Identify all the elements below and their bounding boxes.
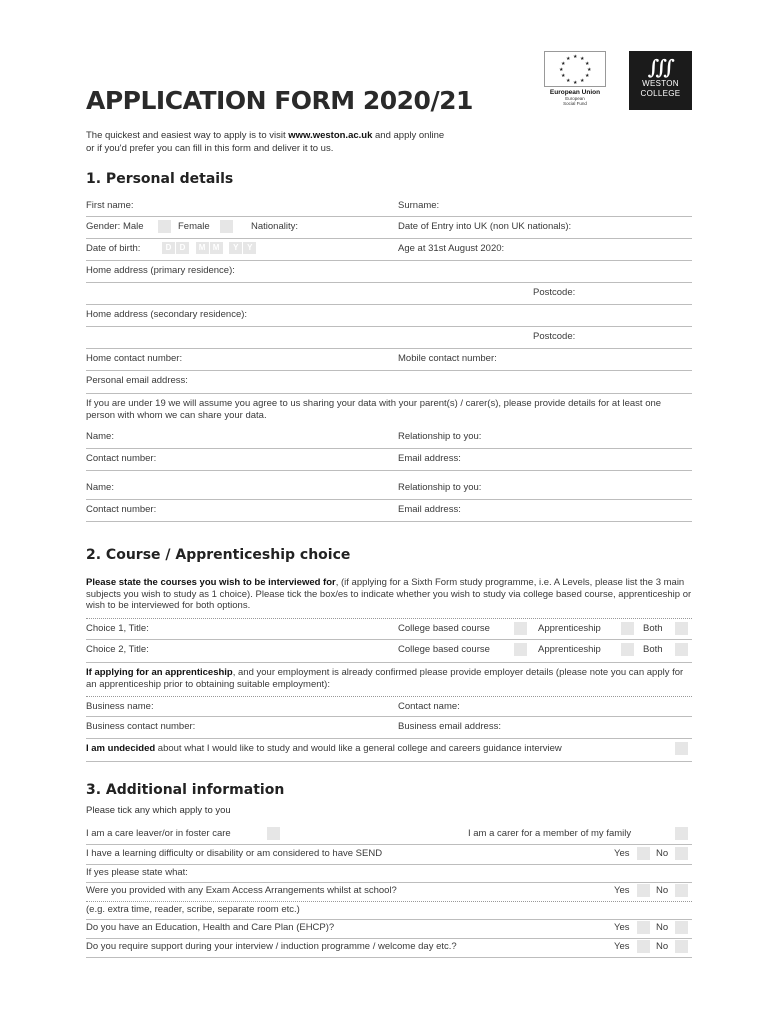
- care-leaver-label: I am a care leaver/or in foster care: [86, 828, 231, 839]
- intro-line-2: or if you'd prefer you can fill in this form and deliver it to us.: [86, 143, 334, 154]
- learning-difficulty-label: I have a learning difficulty or disability or am considered to have SEND: [86, 848, 383, 859]
- surname-field[interactable]: Surname:: [398, 200, 440, 211]
- row-contact2-details: [86, 504, 692, 522]
- row-gender: [86, 221, 692, 239]
- choice2-title-field[interactable]: Choice 2, Title:: [86, 644, 149, 655]
- postcode-primary-field[interactable]: Postcode:: [533, 287, 576, 298]
- choice2-apprenticeship-label: Apprenticeship: [538, 644, 601, 655]
- exam-example-field[interactable]: (e.g. extra time, reader, scribe, separate room etc.): [86, 904, 300, 915]
- age-field[interactable]: Age at 31st August 2020:: [398, 243, 505, 254]
- row-care: [86, 827, 692, 845]
- eu-sub-1: European: [565, 96, 585, 101]
- row-exam-eg: [86, 902, 692, 920]
- eu-name: European Union: [549, 89, 601, 96]
- row-email: [86, 375, 692, 394]
- row-postcode-secondary: [86, 331, 692, 349]
- undecided-rest: about what I would like to study and would like a general college and careers guidance interview: [155, 743, 562, 754]
- intro-text: [86, 129, 686, 155]
- row-contact1-name: [86, 431, 692, 449]
- dob-day-1[interactable]: D: [162, 242, 175, 254]
- section-additional-subtitle: Please tick any which apply to you: [86, 805, 231, 816]
- dob-year-1[interactable]: Y: [229, 242, 242, 254]
- row-exam-access: [86, 883, 692, 902]
- support-no-checkbox[interactable]: [675, 940, 688, 953]
- dob-input[interactable]: [162, 242, 257, 254]
- support-yes-label: Yes: [614, 941, 630, 952]
- choice2-both-label: Both: [643, 644, 663, 655]
- undecided-bold: I am undecided: [86, 743, 156, 754]
- learning-no-label: No: [656, 848, 669, 859]
- dob-year-2[interactable]: Y: [243, 242, 256, 254]
- row-learning: [86, 846, 692, 865]
- row-home-secondary: [86, 309, 692, 327]
- contact2-number-field[interactable]: Contact number:: [86, 504, 157, 515]
- undecided-text: [86, 743, 562, 754]
- carer-checkbox[interactable]: [675, 827, 688, 840]
- contact1-relationship-field[interactable]: Relationship to you:: [398, 431, 482, 442]
- intro-before: The quickest and easiest way to apply is to visit: [86, 130, 289, 141]
- row-contact2-name: [86, 482, 692, 500]
- choice1-both-checkbox[interactable]: [675, 622, 688, 635]
- row-if-yes: [86, 865, 692, 883]
- contact-name-field[interactable]: Contact name:: [398, 701, 460, 712]
- college-name-line-2: COLLEGE: [640, 89, 681, 98]
- learning-yes-label: Yes: [614, 848, 630, 859]
- support-yes-checkbox[interactable]: [637, 940, 650, 953]
- choice1-both-label: Both: [643, 623, 663, 634]
- mobile-contact-field[interactable]: Mobile contact number:: [398, 353, 497, 364]
- business-name-field[interactable]: Business name:: [86, 701, 154, 712]
- exam-no-checkbox[interactable]: [675, 884, 688, 897]
- choice2-both-checkbox[interactable]: [675, 643, 688, 656]
- eu-sub-2: Social Fund: [563, 101, 587, 106]
- course-intro-rest: , (if applying for a Sixth Form study programme, i.e. A Levels, please list the 3 main subjects you wish to study as 1 choice). Please tick the box/es to indicate whether you wish to study via college based course, apprenticeship or wish to be interviewed for both options.: [86, 577, 692, 611]
- page-title: APPLICATION FORM 2020/21: [86, 86, 473, 115]
- row-contact-numbers: [86, 353, 692, 371]
- row-postcode-primary: [86, 287, 692, 305]
- row-names: [86, 200, 692, 217]
- exam-yes-label: Yes: [614, 885, 630, 896]
- apprenticeship-notice: [86, 667, 692, 690]
- section-additional-title: 3. Additional information: [86, 782, 285, 798]
- row-contact1-details: [86, 453, 692, 471]
- section-course-title: 2. Course / Apprenticeship choice: [86, 547, 351, 563]
- home-contact-field[interactable]: Home contact number:: [86, 353, 183, 364]
- business-contact-field[interactable]: Business contact number:: [86, 721, 196, 732]
- course-intro: [86, 577, 692, 612]
- support-label: Do you require support during your interview / induction programme / welcome day etc.?: [86, 941, 457, 952]
- apprenticeship-notice-bold: If applying for an apprenticeship: [86, 667, 233, 678]
- exam-access-label: Were you provided with any Exam Access Arrangements whilst at school?: [86, 885, 397, 896]
- contact2-name-field[interactable]: Name:: [86, 482, 114, 493]
- contact1-number-field[interactable]: Contact number:: [86, 453, 157, 464]
- website-link[interactable]: www.weston.ac.uk: [288, 130, 373, 141]
- contact1-name-field[interactable]: Name:: [86, 431, 114, 442]
- nationality-field[interactable]: Nationality:: [251, 221, 298, 232]
- first-name-field[interactable]: First name:: [86, 200, 134, 211]
- if-yes-field[interactable]: If yes please state what:: [86, 867, 188, 878]
- gender-female-checkbox[interactable]: [220, 220, 233, 233]
- choice2-apprenticeship-checkbox[interactable]: [621, 643, 634, 656]
- exam-no-label: No: [656, 885, 669, 896]
- choice1-title-field[interactable]: Choice 1, Title:: [86, 623, 149, 634]
- carer-label: I am a carer for a member of my family: [468, 828, 632, 839]
- postcode-secondary-field[interactable]: Postcode:: [533, 331, 576, 342]
- dob-month-1[interactable]: M: [196, 242, 209, 254]
- row-business-contacts: [86, 721, 692, 739]
- dob-month-2[interactable]: M: [210, 242, 223, 254]
- business-email-field[interactable]: Business email address:: [398, 721, 501, 732]
- choice2-college-checkbox[interactable]: [514, 643, 527, 656]
- ehcp-no-label: No: [656, 922, 669, 933]
- row-ehcp: [86, 920, 692, 939]
- gender-male-checkbox[interactable]: [158, 220, 171, 233]
- row-undecided: [86, 742, 692, 762]
- row-choice-2: [86, 643, 692, 663]
- contact2-relationship-field[interactable]: Relationship to you:: [398, 482, 482, 493]
- row-dob: [86, 243, 692, 261]
- row-business-names: [86, 696, 692, 717]
- exam-yes-checkbox[interactable]: [637, 884, 650, 897]
- row-home-primary: [86, 265, 692, 283]
- undecided-checkbox[interactable]: [675, 742, 688, 755]
- dob-day-2[interactable]: D: [176, 242, 189, 254]
- learning-yes-checkbox[interactable]: [637, 847, 650, 860]
- home-address-secondary-field[interactable]: Home address (secondary residence):: [86, 309, 248, 320]
- intro-after: and apply online: [372, 130, 445, 141]
- ehcp-label: Do you have an Education, Health and Care Plan (EHCP)?: [86, 922, 335, 933]
- eu-flag-icon: ★ ★ ★ ★ ★ ★ ★ ★ ★ ★ ★ ★: [544, 51, 606, 87]
- ehcp-yes-label: Yes: [614, 922, 630, 933]
- gender-female-label: Female: [178, 221, 210, 232]
- learning-no-checkbox[interactable]: [675, 847, 688, 860]
- home-address-primary-field[interactable]: Home address (primary residence):: [86, 265, 235, 276]
- contact1-email-field[interactable]: Email address:: [398, 453, 461, 464]
- section-personal-title: 1. Personal details: [86, 171, 234, 187]
- course-intro-bold: Please state the courses you wish to be interviewed for: [86, 577, 336, 588]
- gender-male-label: Gender: Male: [86, 221, 144, 232]
- choice1-apprenticeship-label: Apprenticeship: [538, 623, 601, 634]
- eu-logo: [544, 51, 606, 111]
- care-leaver-checkbox[interactable]: [267, 827, 280, 840]
- support-no-label: No: [656, 941, 669, 952]
- weston-mark-icon: ∭: [647, 55, 674, 79]
- row-choice-1: [86, 618, 692, 640]
- contact2-email-field[interactable]: Email address:: [398, 504, 461, 515]
- choice1-college-label: College based course: [398, 623, 490, 634]
- entry-date-field[interactable]: Date of Entry into UK (non UK nationals):: [398, 221, 572, 232]
- choice1-apprenticeship-checkbox[interactable]: [621, 622, 634, 635]
- choice2-college-label: College based course: [398, 644, 490, 655]
- dob-label: Date of birth:: [86, 243, 141, 254]
- ehcp-no-checkbox[interactable]: [675, 921, 688, 934]
- weston-college-logo: [629, 51, 692, 110]
- ehcp-yes-checkbox[interactable]: [637, 921, 650, 934]
- college-name-line-1: WESTON: [642, 79, 679, 88]
- under-19-notice: If you are under 19 we will assume you agree to us sharing your data with your parent(s) / carer(s), please provide details for at least one person with whom we can share your data.: [86, 398, 662, 421]
- personal-email-field[interactable]: Personal email address:: [86, 375, 188, 386]
- apprenticeship-notice-rest: , and your employment is already confirmed please provide employer details (please note you can apply for an apprenticeship prior to obtaining suitable employment):: [86, 667, 684, 690]
- choice1-college-checkbox[interactable]: [514, 622, 527, 635]
- row-support: [86, 939, 692, 958]
